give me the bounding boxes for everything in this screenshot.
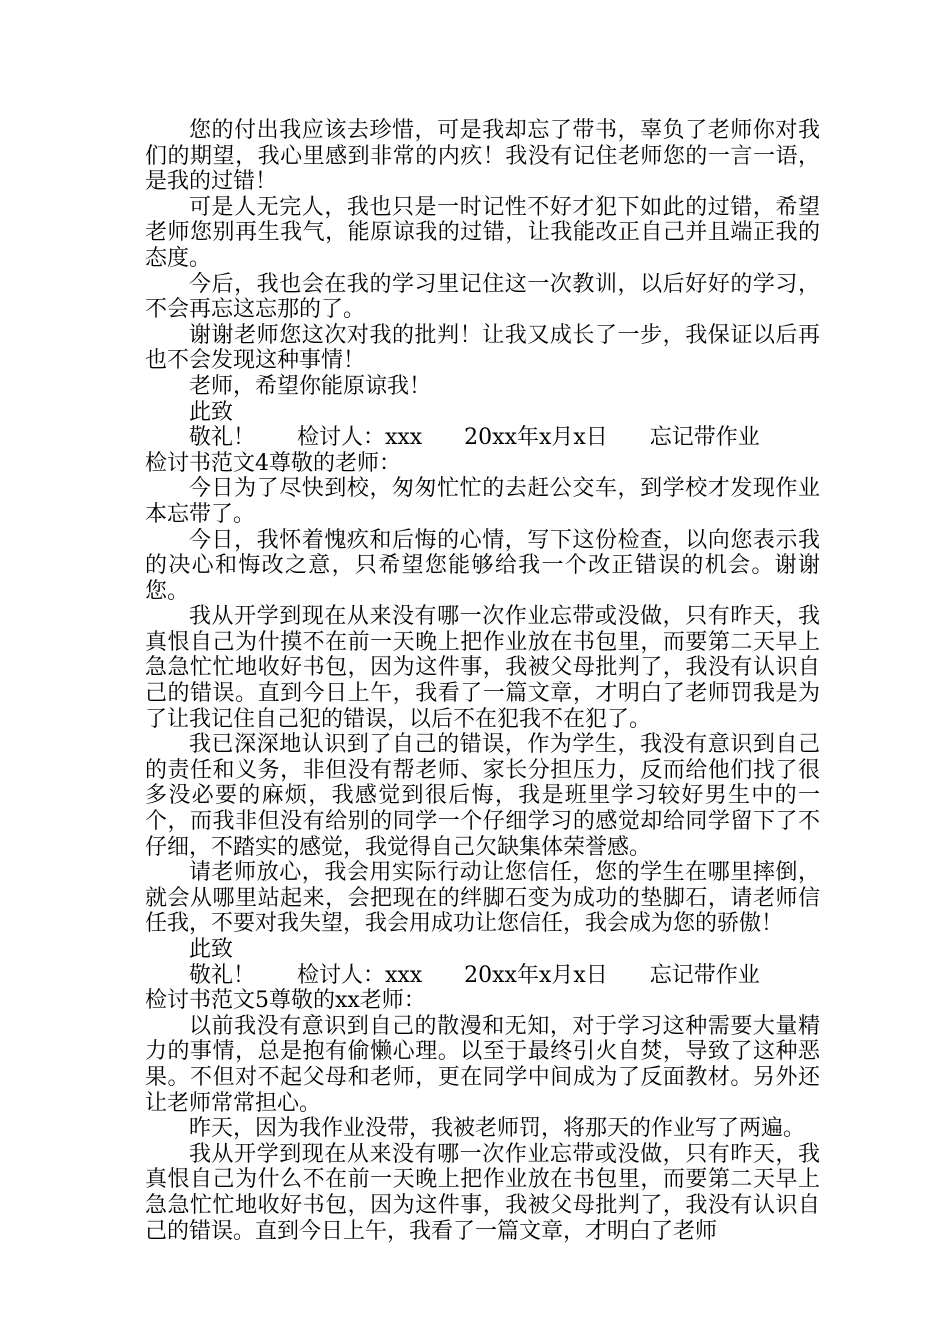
section-heading-4: 检讨书范文4尊敬的老师： xyxy=(145,450,401,476)
paragraph-5: 老师，希望你能原谅我！ xyxy=(189,373,432,399)
paragraph-9: 我已深深地认识到了自己的错误，作为学生，我没有意识到自己的责任和义务，非但没有帮老师、家长分担压力，反而给他们找了很多没必要的麻烦，我感觉到很后悔，我是班里学习较好男生中的一个，而我非但没有给别的同学一个仔细学习的感觉却给同学留下了不仔细，不踏实的感觉，我觉得自己欠缺集体荣誉感。 xyxy=(145,732,820,860)
paragraph-7: 今日，我怀着愧疚和后悔的心情，写下这份检查，以向您表示我的决心和悔改之意，只希望您能够给我一个改正错误的机会。谢谢您。 xyxy=(145,527,820,604)
paragraph-1: 您的付出我应该去珍惜，可是我却忘了带书，辜负了老师你对我们的期望，我心里感到非常的内疚！我没有记住老师您的一言一语，是我的过错！ xyxy=(145,118,820,195)
signature-line-2: 敬礼！ 检讨人：xxx 20xx年x月x日 忘记带作业 xyxy=(189,962,760,988)
signature-line: 敬礼！ 检讨人：xxx 20xx年x月x日 忘记带作业 xyxy=(189,425,760,451)
document-page xyxy=(145,118,820,1244)
closing-salutation-2: 此致 xyxy=(189,937,234,962)
paragraph-10: 请老师放心，我会用实际行动让您信任，您的学生在哪里摔倒，就会从哪里站起来，会把现在的绊脚石变为成功的垫脚石，请老师信任我，不要对我失望，我会用成功让您信任，我会成为您的骄傲！ xyxy=(145,860,820,937)
paragraph-3: 今后，我也会在我的学习里记住这一次教训，以后好好的学习，不会再忘这忘那的了。 xyxy=(145,271,820,323)
paragraph-12: 昨天，因为我作业没带，我被老师罚，将那天的作业写了两遍。 xyxy=(189,1116,806,1142)
section-heading-5: 检讨书范文5尊敬的xx老师： xyxy=(145,988,426,1014)
paragraph-8: 我从开学到现在从来没有哪一次作业忘带或没做，只有昨天，我真恨自己为什摸不在前一天晚上把作业放在书包里，而要第二天早上急急忙忙地收好书包，因为这件事，我被父母批判了，我没有认识自己的错误。直到今日上午，我看了一篇文章，才明白了老师罚我是为了让我记住自己犯的错误，以后不在犯我不在犯了。 xyxy=(145,604,820,732)
paragraph-6: 今日为了尽快到校，匆匆忙忙的去赶公交车，到学校才发现作业本忘带了。 xyxy=(145,476,820,527)
paragraph-2: 可是人无完人，我也只是一时记性不好才犯下如此的过错，希望老师您别再生我气，能原谅我的过错，让我能改正自己并且端正我的态度。 xyxy=(145,194,820,271)
paragraph-13: 我从开学到现在从来没有哪一次作业忘带或没做，只有昨天，我真恨自己为什么不在前一天晚上把作业放在书包里，而要第二天早上急急忙忙地收好书包，因为这件事，我被父母批判了，我没有认识自己的错误。直到今日上午，我看了一篇文章，才明白了老师 xyxy=(145,1141,820,1244)
closing-salutation: 此致 xyxy=(189,399,234,425)
paragraph-11: 以前我没有意识到自己的散漫和无知，对于学习这种需要大量精力的事情，总是抱有偷懒心理。以至于最终引火自焚，导致了这种恶果。不但对不起父母和老师，更在同学中间成为了反面教材。另外还让老师常常担心。 xyxy=(145,1013,820,1116)
paragraph-4: 谢谢老师您这次对我的批判！让我又成长了一步，我保证以后再也不会发现这种事情！ xyxy=(145,322,820,374)
